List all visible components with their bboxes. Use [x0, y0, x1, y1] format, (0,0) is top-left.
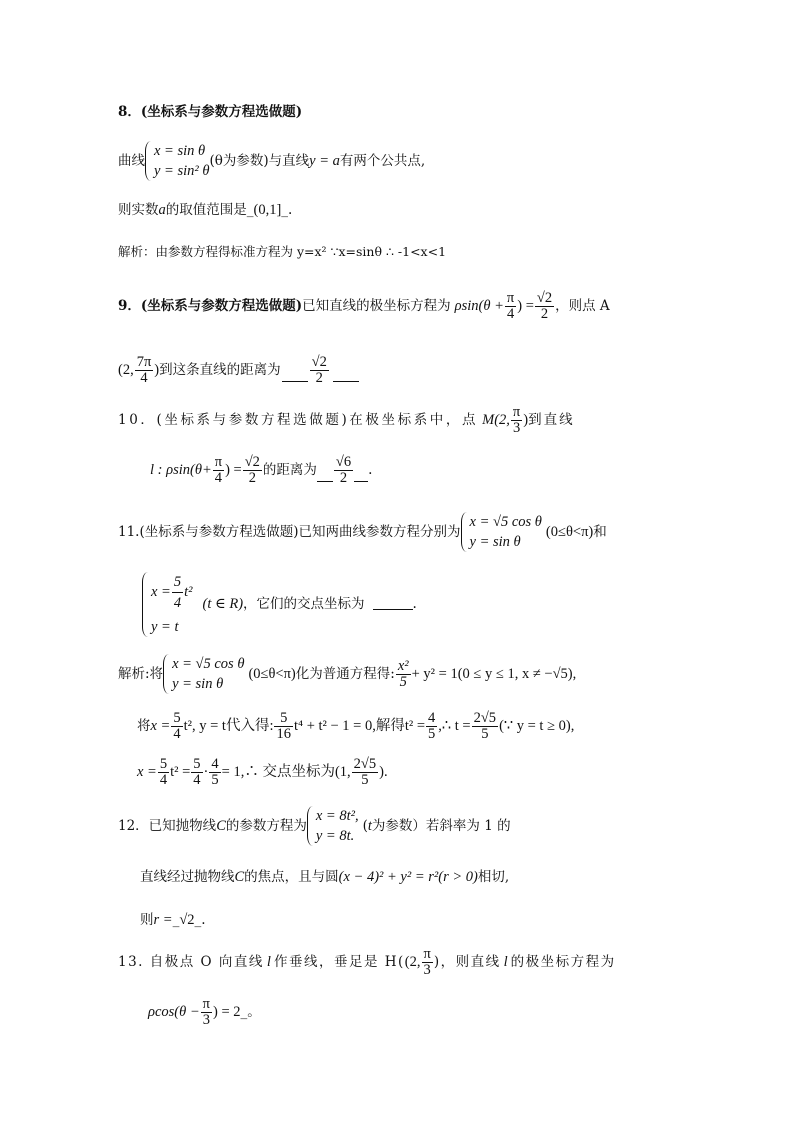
q11-and: 和: [593, 524, 607, 540]
q11-sol-line2: [137, 706, 574, 746]
q11-range1: (0≤θ<π): [545, 524, 594, 540]
frac-4-5: $\frac{4}{5}$: [211, 755, 219, 788]
q11-final-e: ).: [379, 764, 388, 780]
brace: [145, 141, 152, 181]
q11-sol-to: 化为普通方程得:: [295, 666, 395, 682]
q11-line1: [118, 510, 607, 554]
q11-heading: 11.(坐标系与参数方程选做题)已知两曲线参数方程分别为: [118, 524, 461, 540]
frac-5-4: $\frac{5}{4}$: [159, 755, 168, 788]
q10-heading: 10．(坐标系与参数方程选做题)在极坐标系中，点: [118, 412, 479, 428]
q13-text2: 作垂线，垂足是 H(: [273, 954, 405, 970]
q11-final-dot: ·: [203, 764, 209, 780]
q10-end: .: [368, 462, 373, 478]
q8-solution: 解析：由参数方程得标准方程为 y=x² ∵x=sinθ ∴ -1<x<1: [118, 244, 447, 259]
q8-var-a: a: [158, 202, 166, 218]
q9-point-open: (2,: [118, 362, 134, 378]
q8-heading: 8．(坐标系与参数方程选做题): [118, 104, 303, 120]
q11-ask: ，它们的交点坐标为: [243, 596, 365, 612]
q13-text1: 13. 自极点 O 向直线: [118, 954, 264, 970]
q12-end: .: [201, 912, 206, 928]
q9-eq-mid: ) =: [517, 298, 534, 314]
q13-var-l2: l: [503, 954, 508, 970]
frac-4-5: $\frac{4}{5}$: [428, 709, 436, 742]
q11-end: .: [412, 596, 417, 612]
q11-sub-c: t⁴ + t² − 1 = 0,解得t² =: [293, 718, 426, 734]
q12-l2-c: 相切,: [477, 869, 510, 885]
q12-text1: 12．已知抛物线: [118, 818, 217, 834]
q13-ans-a: ρcos(θ −: [148, 1004, 200, 1020]
q10-eq-mid: ) =: [225, 462, 242, 478]
q13-point: (2,: [404, 954, 421, 970]
q11-sub-e: (∵ y = t ≥ 0),: [499, 718, 575, 734]
q10-point-close: ): [523, 412, 529, 428]
q8-param-note: (θ为参数)与直线: [209, 153, 310, 169]
q9-point-close: ): [154, 362, 160, 378]
q11-sol-line1: [118, 652, 576, 696]
q8-sys-row2: y = sin² θ: [154, 163, 210, 179]
q12-l2-a: 直线经过抛物线: [140, 869, 235, 885]
q8-param-system: [145, 141, 210, 181]
q9-frac-r22: $\frac{√2}{2}$: [536, 289, 553, 322]
q11-sol-label: 解析:将: [118, 666, 164, 682]
q12-line2: [140, 868, 509, 886]
q9-answer: $\frac{√2}{2}$: [311, 353, 327, 386]
q12-circle-eq: (x − 4)² + y² = r²(r > 0): [338, 869, 478, 885]
q9-line1: [118, 284, 610, 328]
q8-ask-mid: 的取值范围是: [165, 202, 247, 218]
q9-eq-left: ρsin(θ +: [454, 298, 504, 314]
q13-frac-pi3b: $\frac{\pi}{3}$: [202, 995, 210, 1028]
q11-sol-range: (0≤θ<π): [248, 666, 296, 682]
brace: [163, 654, 170, 694]
q10-frac-pi3: $\frac{\pi}{3}$: [512, 403, 521, 436]
q9-frac-7pi4: $\frac{7\pi}{4}$: [136, 353, 152, 386]
q8-prefix: 曲线: [118, 153, 145, 169]
brace: [461, 512, 468, 552]
q12-paren: (: [362, 818, 368, 834]
q10-line2: [150, 448, 372, 492]
q11-final-b: t² =: [170, 764, 191, 780]
q12-l3-a: 则: [140, 912, 154, 928]
q8-answer: (0,1]: [253, 202, 282, 218]
q13-ans-b: ) = 2: [212, 1004, 241, 1020]
q12-var-c2: C: [234, 869, 245, 885]
q11-curve1: x = √5 cos θ y = sin θ: [461, 512, 542, 552]
q9-text3: 到这条直线的距离为: [159, 362, 281, 378]
q12-param-system: x = 8t², y = 8t.: [307, 806, 359, 846]
q11-sub-d: ,∴ t =: [438, 718, 471, 734]
q11-line2: [142, 572, 417, 636]
q11-sol-eq: + y² = 1(0 ≤ y ≤ 1, x ≠ −√5),: [411, 666, 577, 682]
q11-frac-x25: $\frac{\text{x²}}{5}$: [397, 657, 409, 690]
brace: [142, 572, 149, 637]
frac-2r5-5: $\frac{2√5}{5}$: [353, 755, 377, 788]
q9-text1: 已知直线的极坐标方程为: [302, 298, 451, 314]
q13-text4: 的极坐标方程为: [510, 954, 616, 970]
q8-end: .: [288, 202, 293, 218]
q13-end: 。: [247, 1004, 261, 1020]
q11-sub-x: x =: [150, 718, 171, 734]
q12-line3: 则r =_√2_.: [140, 912, 206, 928]
q8-line1: [118, 140, 425, 182]
q11-sub-label: 将: [137, 718, 151, 734]
q8-suffix: 有两个公共点,: [339, 153, 426, 169]
q10-frac-pi4: $\frac{\pi}{4}$: [214, 453, 223, 486]
q13-line1: [118, 940, 616, 984]
q11-final-d: = 1,∴ 交点坐标为(1,: [221, 764, 351, 780]
q10-answer: $\frac{√6}{2}$: [335, 453, 352, 486]
q9-text2: ，则点 A: [555, 298, 610, 314]
q9-frac-pi4: $\frac{\pi}{4}$: [506, 289, 515, 322]
q10-to-line: 到直线: [528, 412, 575, 428]
q10-frac-r22: $\frac{√2}{2}$: [244, 453, 260, 486]
q9-line2: [118, 348, 359, 392]
q8-line2: 则实数a的取值范围是_(0,1]_.: [118, 202, 293, 218]
q10-line-eq: l : ρsin(θ+: [150, 462, 212, 478]
q10-point: M(2,: [482, 412, 510, 428]
q10-dist: 的距离为: [262, 462, 317, 478]
q10-line1: [118, 398, 678, 442]
q12-answer: √2: [179, 912, 195, 928]
q11-sol-system: x = √5 cos θ y = sin θ: [163, 654, 244, 694]
frac-2r5-5: $\frac{2√5}{5}$: [473, 709, 497, 742]
frac-5-4: $\frac{5}{4}$: [173, 709, 181, 742]
q12-var-t: t: [367, 818, 372, 834]
frac-5-16: $\frac{5}{16}$: [276, 709, 291, 742]
q11-final-x: x =: [137, 764, 157, 780]
q8-sys-row1: x = sin θ: [154, 143, 206, 159]
brace: [307, 806, 314, 846]
q8-line-eq: y = a: [309, 153, 340, 169]
q11-range2: (t ∈ R): [202, 596, 244, 612]
q12-r-eq: r =: [153, 912, 173, 928]
q12-line1: [118, 804, 511, 848]
q12-var-c: C: [216, 818, 226, 834]
q9-heading: 9．(坐标系与参数方程选做题): [118, 298, 303, 314]
q12-l2-b: 的焦点，且与圆: [244, 869, 339, 885]
q13-text3: )，则直线: [433, 954, 501, 970]
q11-sol-line3: [137, 752, 388, 792]
q11-curve2: x = $\frac{5}{4}$ t² y = t: [142, 572, 193, 637]
q13-frac-pi3: $\frac{\pi}{3}$: [423, 945, 431, 978]
q12-text3: 为参数）若斜率为 1 的: [371, 818, 511, 834]
q13-line2: ρcos(θ − $\frac{\pi}{3}$ ) = 2 _ 。: [148, 995, 261, 1028]
q13-var-l: l: [266, 954, 271, 970]
frac-5-4: $\frac{5}{4}$: [193, 755, 201, 788]
q8-ask-prefix: 则实数: [118, 202, 159, 218]
q11-sub-b: t², y = t代入得:: [183, 718, 274, 734]
q12-text2: 的参数方程为: [225, 818, 307, 834]
